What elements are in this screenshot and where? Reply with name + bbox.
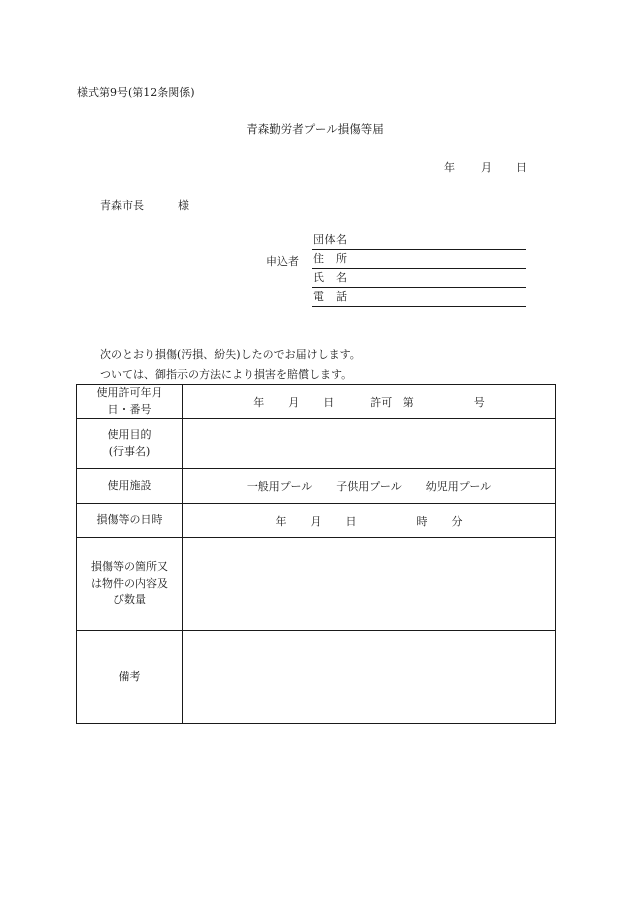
name-field[interactable] [312,272,526,288]
detail-label-cell [77,538,183,631]
form-title: 青森勤労者プール損傷等届 [246,122,384,136]
phone-field[interactable] [312,291,526,307]
address-label: 住 所 [313,252,348,265]
permit-row [77,385,556,419]
facility-infant-pool[interactable]: 幼児用プール [425,480,492,493]
facility-row [77,469,556,504]
permit-day-label: 日 [323,395,335,409]
detail-row [77,538,556,631]
facility-label: 使用施設 [77,469,183,504]
permit-label-line-2: 日・番号 [107,402,152,416]
addressee-name: 青森市長 [100,199,144,212]
date-month-label: 月 [481,161,492,174]
permit-no-suffix: 号 [473,395,485,409]
damage-minute-label: 分 [451,514,463,528]
remarks-label: 備考 [77,631,183,724]
name-label: 氏 名 [313,271,348,284]
damage-hour-label: 時 [416,514,428,528]
permit-value-cell[interactable] [183,385,556,419]
addressee-honorific: 様 [178,199,189,212]
permit-label-cell [77,385,183,419]
damage-month-label: 月 [310,514,322,528]
form-number: 様式第9号(第12条関係) [77,86,195,99]
purpose-value-cell[interactable] [183,419,556,469]
permit-text: 許可 [370,395,393,409]
date-day-label: 日 [516,161,527,174]
date-year-label: 年 [444,161,455,174]
purpose-row [77,419,556,469]
addressee [100,200,189,211]
facility-general-pool[interactable]: 一般用プール [246,480,313,493]
notice-line-2: ついては、御指示の方法により損害を賠償します。 [100,368,353,381]
permit-month-label: 月 [288,395,300,409]
permit-label-line-1: 使用許可年月 [96,386,163,399]
notice-line-1: 次のとおり損傷(汚損、紛失)したのでお届けします。 [100,348,361,361]
facility-children-pool[interactable]: 子供用プール [336,480,402,493]
detail-label-line-3: び数量 [113,593,146,607]
purpose-label-cell [77,419,183,469]
permit-no-prefix: 第 [402,395,414,409]
facility-value-cell [183,469,556,504]
organization-field[interactable] [312,234,526,250]
purpose-label-line-2: (行事名) [108,444,151,458]
applicant-label: 申込者 [266,255,299,268]
phone-label: 電 話 [313,290,348,303]
organization-label: 団体名 [313,233,348,246]
permit-year-label: 年 [253,395,265,409]
detail-label-line-1: 損傷等の箇所又 [91,560,168,574]
datetime-value-cell[interactable] [183,504,556,538]
datetime-row [77,504,556,538]
purpose-label-line-1: 使用目的 [107,428,152,441]
detail-label-line-2: は物件の内容及 [91,576,168,590]
remarks-value-cell[interactable] [183,631,556,724]
damage-day-label: 日 [345,514,357,528]
damage-report-table [76,384,556,724]
detail-value-cell[interactable] [183,538,556,631]
address-field[interactable] [312,253,526,269]
damage-year-label: 年 [275,514,287,528]
datetime-label: 損傷等の日時 [77,504,183,538]
remarks-row [77,631,556,724]
